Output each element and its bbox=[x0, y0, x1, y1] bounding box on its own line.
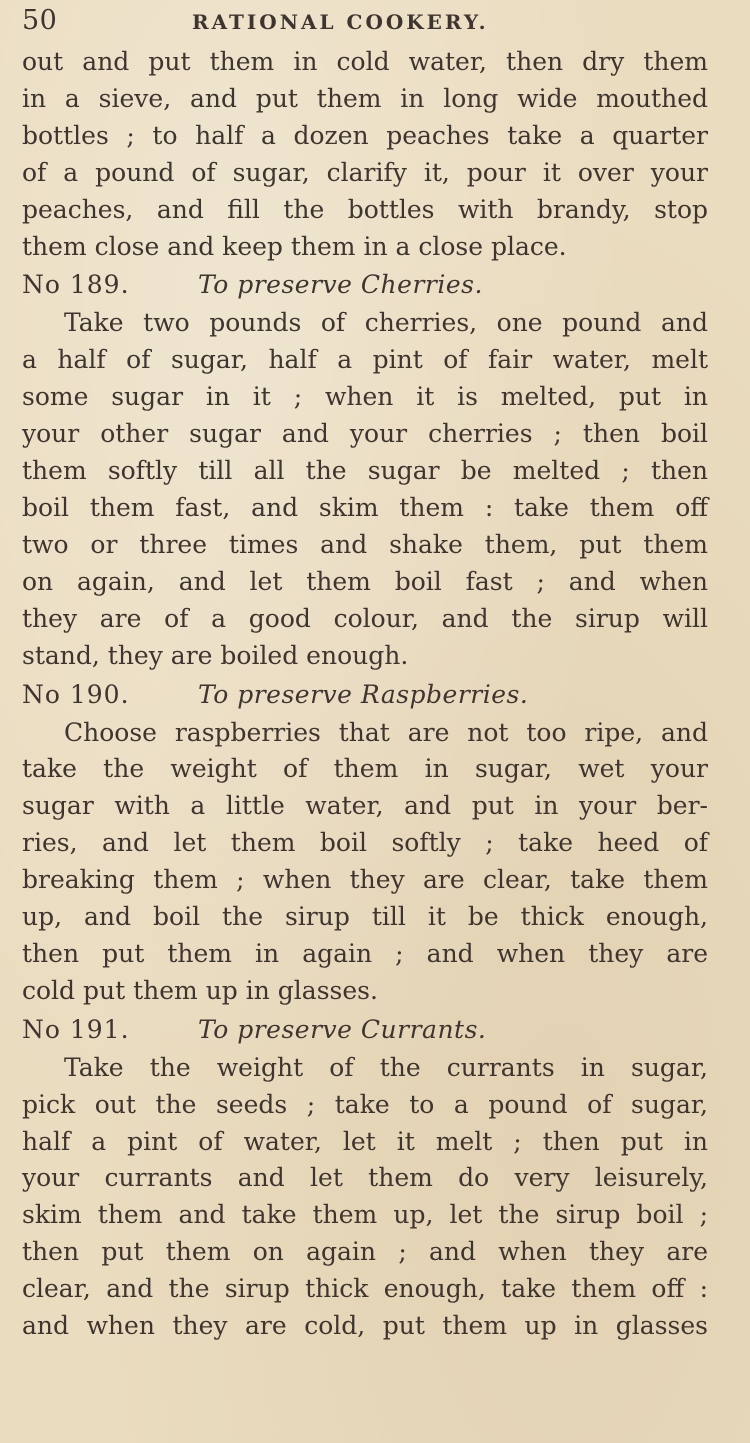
recipe-190 bbox=[22, 675, 708, 1010]
text-line: Choose raspberries that are not too ripe, and bbox=[64, 717, 708, 747]
text-line: they are of a good colour, and the sirup will bbox=[22, 603, 708, 633]
text-line: Take the weight of the currants in sugar, bbox=[64, 1052, 708, 1082]
text-line: in a sieve, and put them in long wide mouthed bbox=[22, 83, 708, 113]
recipe-title: To preserve Cherries. bbox=[198, 270, 483, 300]
text-line: a half of sugar, half a pint of fair water, melt bbox=[22, 345, 708, 375]
text-line: breaking them ; when they are clear, take them bbox=[22, 865, 708, 895]
text-line: your other sugar and your cherries ; then boil bbox=[22, 419, 708, 449]
text-line: on again, and let them boil fast ; and when bbox=[22, 566, 708, 596]
text-line: Take two pounds of cherries, one pound and bbox=[64, 308, 708, 338]
text-line: then put them on again ; and when they are bbox=[22, 1237, 708, 1267]
recipe-number: No 190. bbox=[22, 679, 130, 709]
text-line: two or three times and shake them, put them bbox=[22, 529, 708, 559]
recipe-189 bbox=[22, 265, 708, 674]
text-line: boil them fast, and skim them : take them off bbox=[22, 492, 708, 522]
text-line: then put them in again ; and when they are bbox=[22, 938, 708, 968]
page-header bbox=[22, 0, 708, 44]
text-line: take the weight of them in sugar, wet your bbox=[22, 754, 708, 784]
text-line: some sugar in it ; when it is melted, put in bbox=[22, 382, 708, 412]
recipe-heading bbox=[22, 675, 708, 715]
recipe-heading bbox=[22, 1010, 708, 1050]
text-line: sugar with a little water, and put in your ber- bbox=[22, 791, 708, 821]
running-head: RATIONAL COOKERY. bbox=[192, 10, 489, 34]
text-line: skim them and take them up, let the sirup boil ; bbox=[22, 1200, 708, 1230]
text-line: of a pound of sugar, clarify it, pour it over your bbox=[22, 157, 708, 187]
recipe-title: To preserve Currants. bbox=[198, 1014, 487, 1044]
text-line: bottles ; to half a dozen peaches take a quarter bbox=[22, 120, 708, 150]
recipe-title: To preserve Raspberries. bbox=[198, 679, 529, 709]
text-line: ries, and let them boil softly ; take heed of bbox=[22, 828, 708, 858]
page-number: 50 bbox=[22, 5, 58, 36]
text-line: them softly till all the sugar be melted ; then bbox=[22, 456, 708, 486]
text-line: and when they are cold, put them up in glasses bbox=[22, 1311, 708, 1341]
text-line: out and put them in cold water, then dry them bbox=[22, 47, 708, 76]
text-line: half a pint of water, let it melt ; then put in bbox=[22, 1126, 708, 1156]
recipe-number: No 191. bbox=[22, 1014, 130, 1044]
recipe-number: No 189. bbox=[22, 270, 130, 300]
text-line: up, and boil the sirup till it be thick enough, bbox=[22, 902, 708, 932]
recipe-heading bbox=[22, 265, 708, 305]
text-line: pick out the seeds ; take to a pound of sugar, bbox=[22, 1089, 708, 1119]
text-line: your currants and let them do very leisurely, bbox=[22, 1163, 708, 1193]
text-line: them close and keep them in a close place. bbox=[22, 231, 567, 261]
recipe-191 bbox=[22, 1010, 708, 1345]
continued-recipe-text bbox=[22, 44, 708, 265]
text-line: stand, they are boiled enough. bbox=[22, 640, 409, 670]
text-line: clear, and the sirup thick enough, take them off : bbox=[22, 1274, 708, 1304]
text-line: peaches, and fill the bottles with brandy, stop bbox=[22, 194, 708, 224]
text-line: cold put them up in glasses. bbox=[22, 975, 378, 1005]
